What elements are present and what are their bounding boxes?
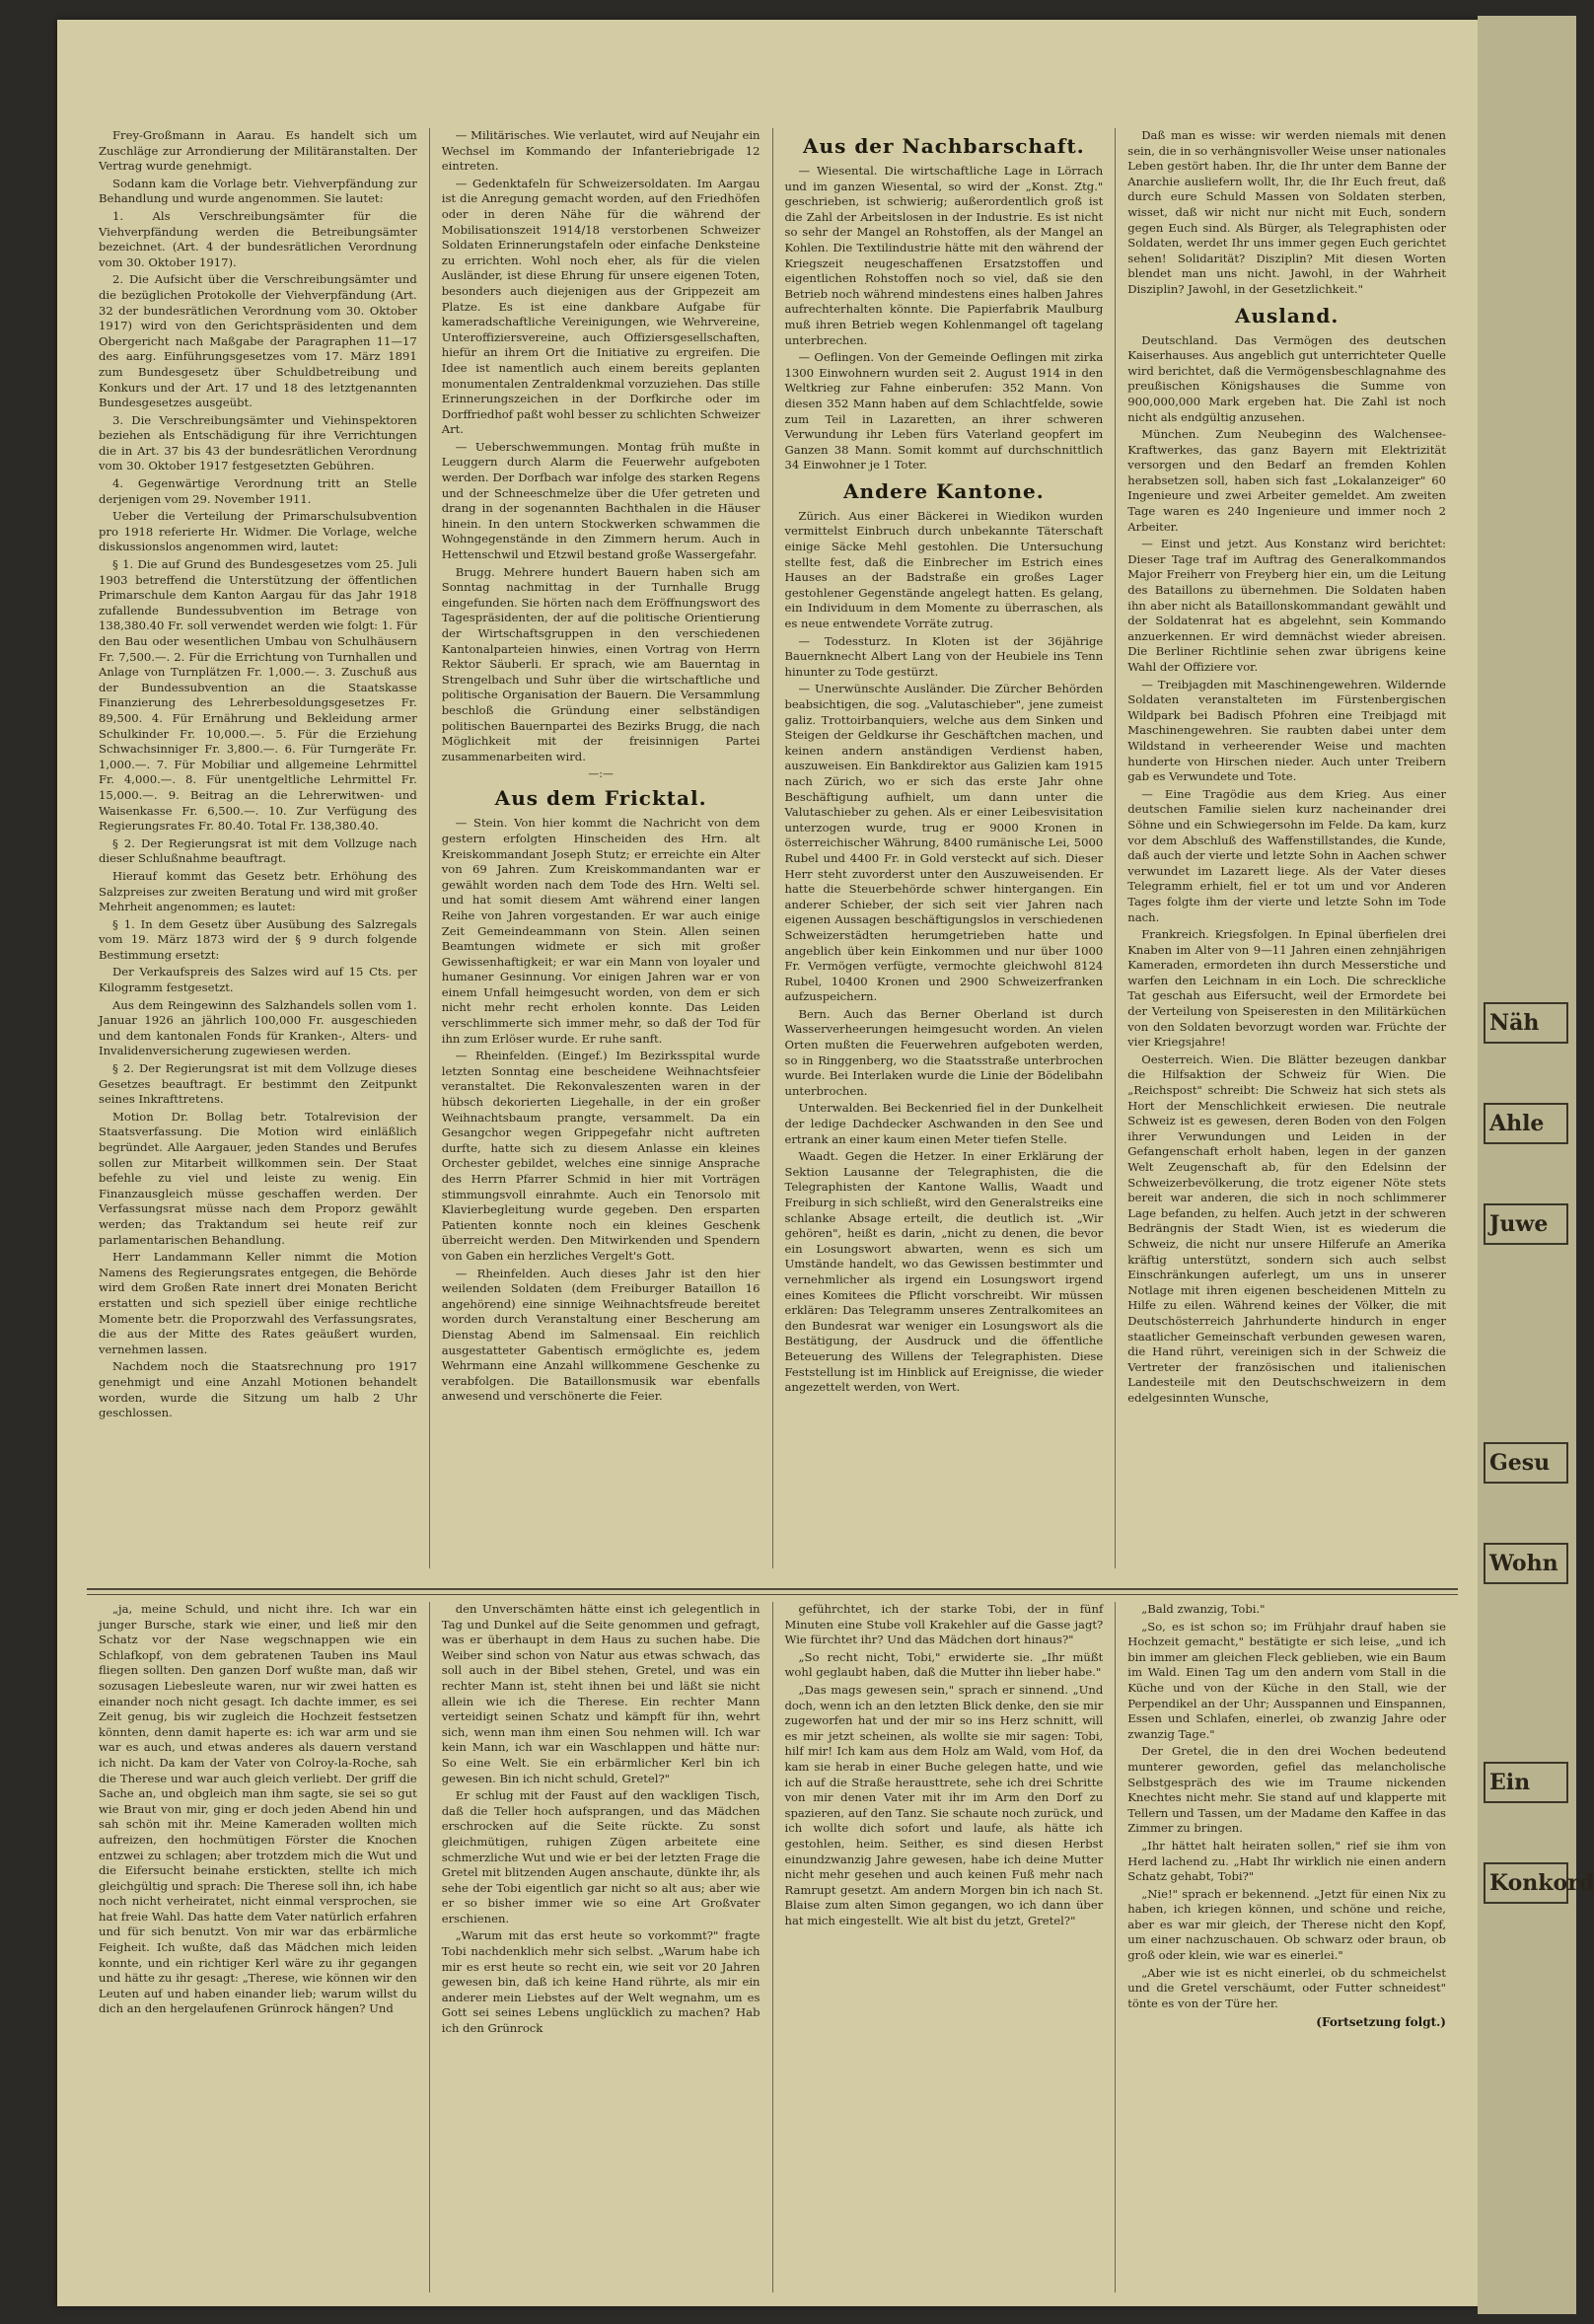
continued-note: (Fortsetzung folgt.) [1316,2015,1446,2030]
article-paragraph: Hierauf kommt das Gesetz betr. Erhöhung des Salzpreises zur zweiten Beratung und wird mit großer Mehrheit angenommen; es lautet: [99,868,417,914]
newspaper-page [57,20,1478,2306]
article-paragraph: Ueber die Verteilung der Primarschulsubvention pro 1918 referierte Hr. Widmer. Die Vorlage, welche diskussionslos angenommen wird, lautet: [99,509,417,554]
article-paragraph: — Treibjagden mit Maschinengewehren. Wildernde Soldaten veranstalteten im Fürstenbergischen Wildpark bei Badisch Pfohren eine Treibjagd mit Maschinengewehren. Sie raubten dabei unter dem Wildstand in verheerender Weise und machten hunderte von Hirschen nieder. Auch unter Treibern gab es Verwundete und Tote. [1127,677,1446,784]
article-paragraph: 3. Die Verschreibungsämter und Viehinspektoren beziehen als Entschädigung für ihre Verrichtungen die in Art. 37 bis 43 der bundesrätlichen Verordnung vom 30. Oktober 1917 festgesetzten Gebühren. [99,412,417,473]
article-paragraph: — Oeflingen. Von der Gemeinde Oeflingen mit zirka 1300 Einwohnern wurden seit 2. August 1914 in den Weltkrieg zur Fahne einberufen: 352 Mann. Von diesen 352 Mann haben auf dem Schlachtfelde, sowie zum Teil in Lazaretten, an ihrer schweren Verwundung ihr Leben fürs Vaterland geopfert im Ganzen 38 Mann. Somit kommt auf durchschnittlich 34 Einwohner je 1 Toter. [784,350,1104,472]
article-paragraph: Aus dem Reingewinn des Salzhandels sollen vom 1. Januar 1926 an jährlich 100,000 Fr. ausgeschieden und dem kantonalen Fonds für Kranken-, Alters- und Invalidenversicherung zugewiesen werden. [99,997,417,1058]
section-heading: Ausland. [1234,303,1340,327]
article-paragraph: § 2. Der Regierungsrat ist mit dem Vollzuge nach dieser Schlußnahme beauftragt. [99,835,417,866]
story-column-1 [87,1602,430,2292]
adjacent-page-edge [1478,16,1594,2314]
story-column-2 [430,1602,773,2292]
article-paragraph: Waadt. Gegen die Hetzer. In einer Erklärung der Sektion Lausanne der Telegraphisten, die die Telegraphisten der Kantone Wallis, Waadt und Freiburg in sich schließt, wird den Generalstreiks eine schlanke Absage erteilt, die deutlich ist. „Wir gehören", heißt es darin, „nicht zu denen, die bevor ein Losungswort abwarten, wenn es sich um Umstände handelt, wo das Gewissen bestimmter und vernehmlicher als irgend ein Losungswort irgend eines Komitees die Pflicht vorschreibt. Wir müssen erklären: Das Telegramm unseres Zentralkomitees an den Bundesrat war weniger ein Losungswort als die Bestätigung, der Ausdruck und die öffentliche Beteuerung des Willens der Telegraphisten. Diese Feststellung ist im Hinblick auf Ereignisse, die wieder angezettelt werden, von Wert. [784,1149,1104,1395]
article-paragraph: „Aber wie ist es nicht einerlei, ob du schmeichelst und die Gretel verschäumt, oder Futter schneidest" tönte es von der Türe her. [1127,1965,1446,2010]
article-paragraph: Herr Landammann Keller nimmt die Motion Namens des Regierungsrates entgegen, die Behörde wird dem Großen Rate innert drei Monaten Bericht erstatten und sich speziell über einige rechtliche Momente betr. die Proporzwahl des Verfassungsrates, die aus der Mitte des Rates geäußert wurden, vernehmen lassen. [99,1250,417,1356]
story-divider [87,1588,1458,1590]
article-paragraph: § 2. Der Regierungsrat ist mit dem Vollzuge dieses Gesetzes beauftragt. Er bestimmt den Zeitpunkt seines Inkrafttretens. [99,1061,417,1107]
article-paragraph: 1. Als Verschreibungsämter für die Viehverpfändung werden die Betreibungsämter bezeichnet. (Art. 4 der bundesrätlichen Verordnung vom 30. Oktober 1917). [99,208,417,269]
column-2 [430,128,773,1568]
article-paragraph: Frankreich. Kriegsfolgen. In Epinal überfielen drei Knaben im Alter von 9—11 Jahren einen zehnjährigen Kameraden, ermordeten ihn durch Messerstiche und warfen den Leichnam in ein Loch. Die schreckliche Tat geschah aus Eifersucht, weil der Ermordete bei der Verteilung von Speiseresten in den Militärküchen von den Soldaten bevorzugt worden war. Früchte der vier Kriegsjahre! [1127,927,1446,1050]
column-4 [1116,128,1458,1568]
article-paragraph: — Militärisches. Wie verlautet, wird auf Neujahr ein Wechsel im Kommando der Infanteriebrigade 12 eintreten. [441,128,761,174]
edge-ad-fragment: Ein [1484,1762,1568,1803]
article-paragraph: Der Gretel, die in den drei Wochen bedeutend munterer geworden, gefiel das melancholische Selbstgespräch des wie im Traume nickenden Knechtes nicht mehr. Sie stand auf und klapperte mit Tellern und Tassen, um der Madame den Kaffee in das Zimmer zu bringen. [1127,1744,1446,1836]
article-paragraph: München. Zum Neubeginn des Walchensee-Kraftwerkes, das ganz Bayern mit Elektrizität versorgen und den Bedarf an fremden Kohlen herabsetzen soll, haben sich fast „Lokalanzeiger" 60 Ingenieure und zwei Arbeiter gemeldet. Am zweiten Tage waren es 240 Ingenieure und immer noch 2 Arbeiter. [1127,427,1446,534]
article-paragraph: Er schlug mit der Faust auf den wackligen Tisch, daß die Teller hoch aufsprangen, und das Mädchen erschrocken auf die Seite rückte. Zu sonst gleichmütigen, ruhigen Zügen arbeitete eine schmerzliche Wut und wie er bei der letzten Frage die Gretel mit blitzenden Augen anschaute, dünkte ihr, als sehe der Tobi eigentlich gar nicht so alt aus; aber wie er so bisher immer wie so eine Art Großvater erschienen. [441,1788,761,1925]
article-paragraph: — Eine Tragödie aus dem Krieg. Aus einer deutschen Familie sielen kurz nacheinander drei Söhne und ein Schwiegersohn im Felde. Da kam, kurz vor dem Abschluß des Waffenstillstandes, die Kunde, daß auch der vierte und letzte Sohn in Aachen schwer verwundet im Lazarett liege. Als der Vater dieses Telegramm erhielt, fiel er tot um und vor Anderen Tages folgte ihm der vierte und letzte Sohn im Tode nach. [1127,786,1446,924]
edge-ad-fragment: Näh [1484,1002,1568,1044]
article-paragraph: — Ueberschwemmungen. Montag früh mußte in Leuggern durch Alarm die Feuerwehr aufgeboten werden. Der Dorfbach war infolge des starken Regens und der Schneeschmelze über die Ufer getreten und drang in der sogenannten Bachthalen in die Häuser hinein. In den untern Stockwerken schwammen die Wohngegenstände in den Zimmern herum. Auch in Hettenschwil und Etzwil bestand große Wassergefahr. [441,439,761,562]
article-paragraph: — Unerwünschte Ausländer. Die Zürcher Behörden beabsichtigen, die sog. „Valutaschieber", jene zumeist galiz. Trottoirbanquiers, welche aus dem Sinken und Steigen der Geldkurse ihr Geschäftchen machen, und keinen andern anständigen Verdienst haben, auszuweisen. Ein Bankdirektor aus Galizien kam 1915 nach Zürich, wo er sich das erste Jahr ohne Beschäftigung aufhielt, um dann unter die Valutaschieber zu gehen. Als er einer Leibesvisitation unterzogen wurde, trug er 9000 Kronen in österreichischer Währung, 8400 rumänische Lei, 5000 Rubel und 4400 Fr. in Gold versteckt auf sich. Dieser Herr steht zuvorderst unter den Auszuweisenden. Er hatte die Steuerbehörde schwer hintergangen. Ein anderer Schieber, der sich seit vier Jahren nach eigenen Aussagen beschäftigungslos in verschiedenen Schweizerstädten herumgetrieben hatte und angeblich über kein Einkommen und nur über 1000 Fr. Vermögen verfügte, vermochte gleichwohl 8124 Rubel, 10400 Kronen und 2900 Schweizerfranken aufzuspeichern. [784,682,1104,1004]
article-paragraph: den Unverschämten hätte einst ich gelegentlich in Tag und Dunkel auf die Seite genommen und gefragt, was er überhaupt in dem Haus zu suchen habe. Die Weiber sind schon von Natur aus etwas schwach, das soll auch in der Bibel stehen, Gretel, und was ein rechter Mann ist, steht ihnen bei und läßt sie nicht allein wie ich die Therese. Ein rechter Mann verteidigt seinen Schatz und kämpft für ihn, wehrt sich, wenn man ihm einen Sou nehmen will. Ich war kein Mann, ich war ein Waschlappen und hätte nur: So eine Welt. Sie ein erbärmlicher Kerl bin ich gewesen. Bin ich nicht schuld, Gretel?" [441,1602,761,1785]
edge-ad-fragment: Gesu [1484,1442,1568,1484]
article-paragraph: „So recht nicht, Tobi," erwiderte sie. „Ihr müßt wohl geglaubt haben, daß die Mutter ihn lieber habe." [784,1649,1104,1680]
article-paragraph: Motion Dr. Bollag betr. Totalrevision der Staatsverfassung. Die Motion wird einläßlich begründet. Alle Aargauer, jeden Standes und Berufes sollen zur Mitarbeit willkommen sein. Der Staat befehle zu viel und leiste zu wenig. Ein Finanzausgleich müsse geschaffen werden. Der Verfassungsrat müsse nach dem Proporz gewählt werden; das Traktandum sei heute reif zur parlamentarischen Behandlung. [99,1109,417,1247]
article-paragraph: „So, es ist schon so; im Frühjahr drauf haben sie Hochzeit gemacht," bestätigte er sich leise, „und ich bin immer am gleichen Fleck geblieben, wie ein Baum im Wald. Einen Tag um den andern vom Stall in die Küche und von der Küche in den Stall, wie der Perpendikel an der Uhr; Ausspannen und Einspannen, Essen und Schlafen, einerlei, ob zwanzig Jahre oder zwanzig Tage." [1127,1619,1446,1741]
story-column-4 [1116,1602,1458,2292]
article-paragraph: „Ihr hättet halt heiraten sollen," rief sie ihm von Herd lachend zu. „Habt Ihr wirklich nie einen andern Schatz gehabt, Tobi?" [1127,1838,1446,1884]
article-paragraph: geführchtet, ich der starke Tobi, der in fünf Minuten eine Stube voll Krakehler auf die Gasse jagt? Wie fürchtet ihr? Und das Mädchen dort hinaus?" [784,1602,1104,1647]
article-paragraph: Zürich. Aus einer Bäckerei in Wiedikon wurden vermittelst Einbruch durch unbekannte Täterschaft einige Säcke Mehl gestohlen. Die Untersuchung stellte fest, daß die Einbrecher im Estrich eines Hauses an der Badstraße ein großes Lager gestohlener Gegenstände angelegt hatten. Es gelang, ein Individuum in dem Momente zu überraschen, als es neue entwendete Vorräte zutrug. [784,508,1104,631]
edge-ad-fragment: Juwe [1484,1203,1568,1245]
section-heading: Aus dem Fricktal. [494,786,707,811]
article-paragraph: § 1. Die auf Grund des Bundesgesetzes vom 25. Juli 1903 betreffend die Unterstützung der öffentlichen Primarschule dem Kanton Aargau für das Jahr 1918 zufallende Bundessubvention im Betrage von 138,380.40 Fr. soll verwendet werden wie folgt: 1. Für den Bau oder wesentlichen Umbau von Schulhäusern Fr. 7,500.—. 2. Für die Errichtung von Turnhallen und Anlage von Turnplätzen Fr. 1,000.—. 3. Zuschuß aus der Bundessubvention an die Staatskasse Finanzierung des Lehrerbesoldungsgesetzes Fr. 89,500. 4. Für Ernährung und Bekleidung armer Schulkinder Fr. 10,000.—. 5. Für die Erziehung Schwachsinniger Fr. 3,800.—. 6. Für Turngeräte Fr. 1,000.—. 7. Für Mobiliar und allgemeine Lehrmittel Fr. 4,000.—. 8. Für unentgeltliche Lehrmittel Fr. 15,000.—. 9. Beitrag an die Lehrerwitwen- und Waisenkasse Fr. 6,500.—. 10. Zur Verfügung des Regierungsrates Fr. 80.40. Total Fr. 138,380.40. [99,557,417,834]
column-1 [87,128,430,1568]
article-paragraph: „ja, meine Schuld, und nicht ihre. Ich war ein junger Bursche, stark wie einer, und ließ mir den Schatz vor der Nase wegschnappen wie ein Schlafkopf, von dem gebratenen Tauben ins Maul fliegen sollten. Den ganzen Dorf wußte man, daß wir sozusagen Liebesleute waren, nur wir zwei hatten es einander noch nicht gesagt. Ich dachte immer, es sei Zeit genug, bis wir zugleich die Hochzeit festsetzen könnten, denn damit haperte es: ich war arm und sie war es auch, und etwas anderes als dauern verstand ich nicht. Da kam der Vater von Colroy-la-Roche, sah die Therese und war auch gleich verliebt. Der griff die Sache an, und obgleich man ihm sagte, sie sei so gut wie Braut von mir, ging er doch jeden Abend hin und sah schön mit ihr. Meine Kameraden wollten mich aufreizen, den hochmütigen Förster die Knochen entzwei zu schlagen; aber trotzdem mich die Wut und die Eifersucht beinahe erstickten, stellte ich mich gleichgültig und sprach: Die Therese soll ihn, ich habe noch nicht verheiratet, nicht einmal versprochen, sie hat freie Wahl. Das hatte dem Vater natürlich erfahren und für sich benutzt. Von mir war das erbärmliche Feigheit. Ich wußte, daß das Mädchen mich leiden konnte, und ein richtiger Kerl wäre zu ihr gegangen und hätte zu ihr gesagt: „Therese, wie können wir den Leuten auf und haben einander lieb; warum willst du dich an den hergelaufenen Grünrock hängen? Und [99,1602,417,2016]
story-divider-thin [87,1594,1458,1595]
article-paragraph: — Stein. Von hier kommt die Nachricht von dem gestern erfolgten Hinscheiden des Hrn. alt Kreiskommandant Joseph Stutz; er erreichte ein Alter von 69 Jahren. Zum Kreiskommandanten war er gewählt worden nach dem Tode des Hrn. Welti sel. und hat somit diesem Amt während einer langen Reihe von Jahren vorgestanden. Er war auch einige Zeit Gemeindeammann von Stein. Allen seinen Beamtungen widmete er sich mit großer Gewissenhaftigkeit; er war ein Mann von loyaler und humaner Gesinnung. Vor einigen Jahren war er von einem Unfall heimgesucht worden, von dem er sich nicht mehr recht erholen konnte. Das Leiden verschlimmerte sich immer mehr, so daß der Tod für ihn zum Erlöser wurde. Er ruhe sanft. [441,816,761,1046]
article-paragraph: Daß man es wisse: wir werden niemals mit denen sein, die in so verhängnisvoller Weise unser nationales Leben gestört haben. Ihr, die Ihr unter dem Banne der Anarchie ausliefern wollt, Ihr, die Ihr Euch freut, daß durch eure Schuld Massen von Soldaten sterben, wisset, daß wir nicht nur nicht mit Euch, sondern gegen Euch sind. Als Bürger, als Telegraphisten oder Soldaten, werdet Ihr uns immer gegen Euch gerichtet sehen! Solidarität? Disziplin? Mit diesen Worten blendet man uns nicht. Jawohl, in der Wahrheit Disziplin? Jawohl, in der Gesetzlichkeit." [1127,128,1446,296]
article-paragraph: 4. Gegenwärtige Verordnung tritt an Stelle derjenigen vom 29. November 1911. [99,476,417,506]
article-paragraph: Sodann kam die Vorlage betr. Viehverpfändung zur Behandlung und wurde angenommen. Sie lautet: [99,176,417,206]
article-paragraph: § 1. In dem Gesetz über Ausübung des Salzregals vom 19. März 1873 wird der § 9 durch folgende Bestimmung ersetzt: [99,916,417,962]
edge-ad-fragment: Ahle [1484,1103,1568,1144]
article-paragraph: „Bald zwanzig, Tobi." [1141,1602,1266,1616]
article-paragraph: Nachdem noch die Staatsrechnung pro 1917 genehmigt und eine Anzahl Motionen behandelt worden, wurde die Sitzung um halb 2 Uhr geschlossen. [99,1359,417,1420]
separator: —:— [588,767,614,781]
article-paragraph: Deutschland. Das Vermögen des deutschen Kaiserhauses. Aus angeblich gut unterrichteter Quelle wird berichtet, daß die Vermögensbeschlagnahme des preußischen Königshauses die Summe von 900,000,000 Mark ergeben hat. Die Zahl ist noch nicht als endgültig anzusehen. [1127,332,1446,424]
edge-ad-fragment: Konkord [1484,1862,1568,1904]
article-paragraph: — Todessturz. In Kloten ist der 36jährige Bauernknecht Albert Lang von der Heubiele ins Tenn hinunter zu Tode gestürzt. [784,633,1104,679]
article-paragraph: — Rheinfelden. Auch dieses Jahr ist den hier weilenden Soldaten (dem Freiburger Bataillon 16 angehörend) eine sinnige Weihnachtsfreude bereitet worden durch Veranstaltung einer Bescherung am Dienstag Abend im Salmensaal. Ein reichlich ausgestatteter Gabentisch ermöglichte es, jedem Wehrmann eine Anzahl willkommene Geschenke zu verabfolgen. Die Bataillonsmusik war ebenfalls anwesend und verschönerte die Feier. [441,1266,761,1404]
edge-ad-fragment: Wohn [1484,1543,1568,1584]
section-heading: Aus der Nachbarschaft. [803,134,1085,158]
article-paragraph: „Warum mit das erst heute so vorkommt?" fragte Tobi nachdenklich mehr sich selbst. „Warum habe ich mir es erst heute so recht ein, wie seit vor 20 Jahren gewesen bin, daß ich keine Hand rührte, als mir ein anderer mein Liebstes auf der Welt wegnahm, um es Gott sei seines Lebens unglücklich zu machen? Hab ich den Grünrock [441,1928,761,2036]
column-3 [773,128,1117,1568]
story-column-3 [773,1602,1117,2292]
article-paragraph: „Das mags gewesen sein," sprach er sinnend. „Und doch, wenn ich an den letzten Blick denke, den sie mir zugeworfen hat und der mir so ins Herz schnitt, will es mir jetzt scheinen, als wollte sie mir sagen: Tobi, hilf mir! Ich kam aus dem Holz am Wald, vom Hof, da kam sie herab in einer Buche gelegen hatte, und wie ich auf die Straße herausttrete, sehe ich drei Schritte von mir denen Vater mit ihr im Arm den Dorf zu spazieren, auf den Tanz. Sie schaute noch zurück, und ich wollte dich sofort und laufe, als hätte ich gestohlen, heim. Seither, es sind diesen Herbst einundzwanzig Jahre gewesen, habe ich deine Mutter nicht mehr gesehen und auch keinen Fuß mehr nach Ramrupt gesetzt. Am andern Morgen bin ich nach St. Blaise zum alten Simon gegangen, wo ich dann über hat mich eingestellt. Wie alt bist du jetzt, Gretel?" [784,1682,1104,1927]
article-paragraph: Bern. Auch das Berner Oberland ist durch Wasserverheerungen heimgesucht worden. An vielen Orten mußten die Feuerwehren aufgeboten werden, so in Ringgenberg, wo die Staatsstraße unterbrochen wurde. Bei Interlaken wurde die Linie der Bödelibahn unterbrochen. [784,1006,1104,1098]
article-paragraph: 2. Die Aufsicht über die Verschreibungsämter und die bezüglichen Protokolle der Viehverpfändung (Art. 32 der bundesrätlichen Verordnung vom 30. Oktober 1917) wird von den Gerichtspräsidenten und dem Obergericht nach Maßgabe der Paragraphen 11—17 des aarg. Einführungsgesetzes vom 17. März 1891 zum Bundesgesetz über Schuldbetreibung und Konkurs und der Art. 17 und 18 des letztgenannten Bundesgesetzes ausgeübt. [99,272,417,410]
article-paragraph: — Rheinfelden. (Eingef.) Im Bezirksspital wurde letzten Sonntag eine bescheidene Weihnachtsfeier veranstaltet. Die Rekonvaleszenten waren in der hübsch dekorierten Liegehalle, in der ein großer Weihnachtsbaum prangte, versammelt. Da ein Gesangchor wegen Grippegefahr nicht auftreten durfte, hatte sich zu diesem Anlasse ein kleines Orchester gebildet, welches eine sinnige Ansprache des Herrn Pfarrer Schmid in hier mit Vorträgen stimmungsvoll einrahmte. Auch ein Tenorsolo mit Klavierbegleitung wurde gegeben. Den ersparten Patienten konnte noch ein kleines Geschenk überreicht werden. Den Mitwirkenden und Spendern von Gaben ein herzliches Vergelt's Gott. [441,1049,761,1263]
article-paragraph: „Nie!" sprach er bekennend. „Jetzt für einen Nix zu haben, ich kriegen können, und schöne und reiche, aber es war mir gleich, der Therese nicht den Kopf, um einer nachzuschauen. Ob schwarz oder braun, ob groß oder klein, wie war es einerlei." [1127,1886,1446,1963]
article-paragraph: Der Verkaufspreis des Salzes wird auf 15 Cts. per Kilogramm festgesetzt. [99,965,417,995]
feuilleton-story [87,1602,1458,2292]
section-heading: Andere Kantone. [843,478,1045,503]
article-paragraph: Frey-Großmann in Aarau. Es handelt sich um Zuschläge zur Arrondierung der Militäranstalten. Der Vertrag wurde genehmigt. [99,128,417,174]
article-paragraph: Brugg. Mehrere hundert Bauern haben sich am Sonntag nachmittag in der Turnhalle Brugg eingefunden. Sie hörten nach dem Eröffnungswort des Tagespräsidenten, der auf die politische Orientierung der Wirtschaftsgruppen in den verschiedenen Kantonalparteien hinwies, einen Vortrag von Herrn Rektor Säuberli. Er sprach, wie am Bauerntag in Strengelbach und Suhr über die wirtschaftliche und politische Organisation der Bauern. Die Versammlung beschloß die Gründung einer selbständigen politischen Bauernpartei des Bezirks Brugg, die nach Möglichkeit mit der freisinnigen Partei zusammenarbeiten wird. [441,564,761,763]
article-columns [87,128,1458,1568]
article-paragraph: — Wiesental. Die wirtschaftliche Lage in Lörrach und im ganzen Wiesental, so wird der „Konst. Ztg." geschrieben, ist schwierig; außerordentlich groß ist die Zahl der Arbeitslosen in der Industrie. Es ist nicht so sehr der Mangel an Rohstoffen, als der Mangel an Kohlen. Die Textilindustrie hätte mit den während der Kriegszeit neugeschaffenen Ersatzstoffen und eigentlichen Rohstoffen noch so viel, daß sie den Betrieb noch während mindestens eines halben Jahres aufrechterhalten könnte. Die Papierfabrik Maulburg muß ihren Betrieb wegen Kohlenmangel oft tagelang unterbrechen. [784,164,1104,347]
article-paragraph: — Gedenktafeln für Schweizersoldaten. Im Aargau ist die Anregung gemacht worden, auf den Friedhöfen oder in deren Nähe für die während der Mobilisationszeit 1914/18 verstorbenen Schweizer Soldaten Erinnerungstafeln oder einfache Denksteine zu errichten. Wohl noch eher, als für die vielen Ausländer, ist diese Ehrung für unsere eigenen Toten, besonders auch diejenigen aus der Grippezeit am Platze. Es ist eine dankbare Aufgabe für kameradschaftliche Vereinigungen, wie Wehrvereine, Unteroffiziersvereine, auch Offiziersgesellschaften, hiefür an ihrem Ort die Initiative zu ergreifen. Die Idee ist namentlich auch einem bereits geplanten monumentalen Zentraldenkmal vorzuziehen. Das stille Erinnerungszeichen in der Dorfkirche oder im Dorffriedhof paßt wohl besser zu schlichten Schweizer Art. [441,176,761,437]
article-paragraph: — Einst und jetzt. Aus Konstanz wird berichtet: Dieser Tage traf im Auftrag des Generalkommandos Major Freiherr von Freyberg hier ein, um die Leitung des Bataillons zu übernehmen. Die Soldaten haben ihn aber nicht als Bataillonskommandant gewählt und der Soldatenrat hat es abgelehnt, sein Kommando anzuerkennen. Er wird demnächst wieder abreisen. Die Berliner Richtlinie sehen zwar übrigens keine Wahl der Offiziere vor. [1127,537,1446,674]
article-paragraph: Oesterreich. Wien. Die Blätter bezeugen dankbar die Hilfsaktion der Schweiz für Wien. Die „Reichspost" schreibt: Die Schweiz hat sich stets als Hort der Menschlichkeit erwiesen. Die neutrale Schweiz ist es gewesen, deren Boden von den Folgen ihrer Verwundungen und Leiden in der Gefangenschaft erholt haben, legen in der ganzen Welt Zeugenschaft ab, für den Edelsinn der Schweizerbevölkerung, die trotz eigener Nöte stets bereit war anderen, die sich in noch schlimmerer Lage befanden, zu helfen. Auch jetzt in der schweren Bedrängnis der Stadt Wien, ist es wiederum die Schweiz, die nicht nur unsere Hilferufe an Amerika kräftig unterstützt, sondern sich auch selbst Einschränkungen auferlegt, um uns in unserer Notlage mit ihren eigenen bescheidenen Mitteln zu Hilfe zu eilen. Während keines der Völker, die mit Deutschösterreich Jahrhunderte hindurch in enger staatlicher Gemeinschaft verbunden gewesen waren, die Hand rührt, vereinigen sich in der Schweiz die Vertreter der französischen und italienischen Landesteile mit den Deutschschweizern in dem edelgesinnten Wunsche, [1127,1052,1446,1405]
article-paragraph: Unterwalden. Bei Beckenried fiel in der Dunkelheit der ledige Dachdecker Aschwanden in den See und ertrank an einer kaum einen Meter tiefen Stelle. [784,1101,1104,1146]
